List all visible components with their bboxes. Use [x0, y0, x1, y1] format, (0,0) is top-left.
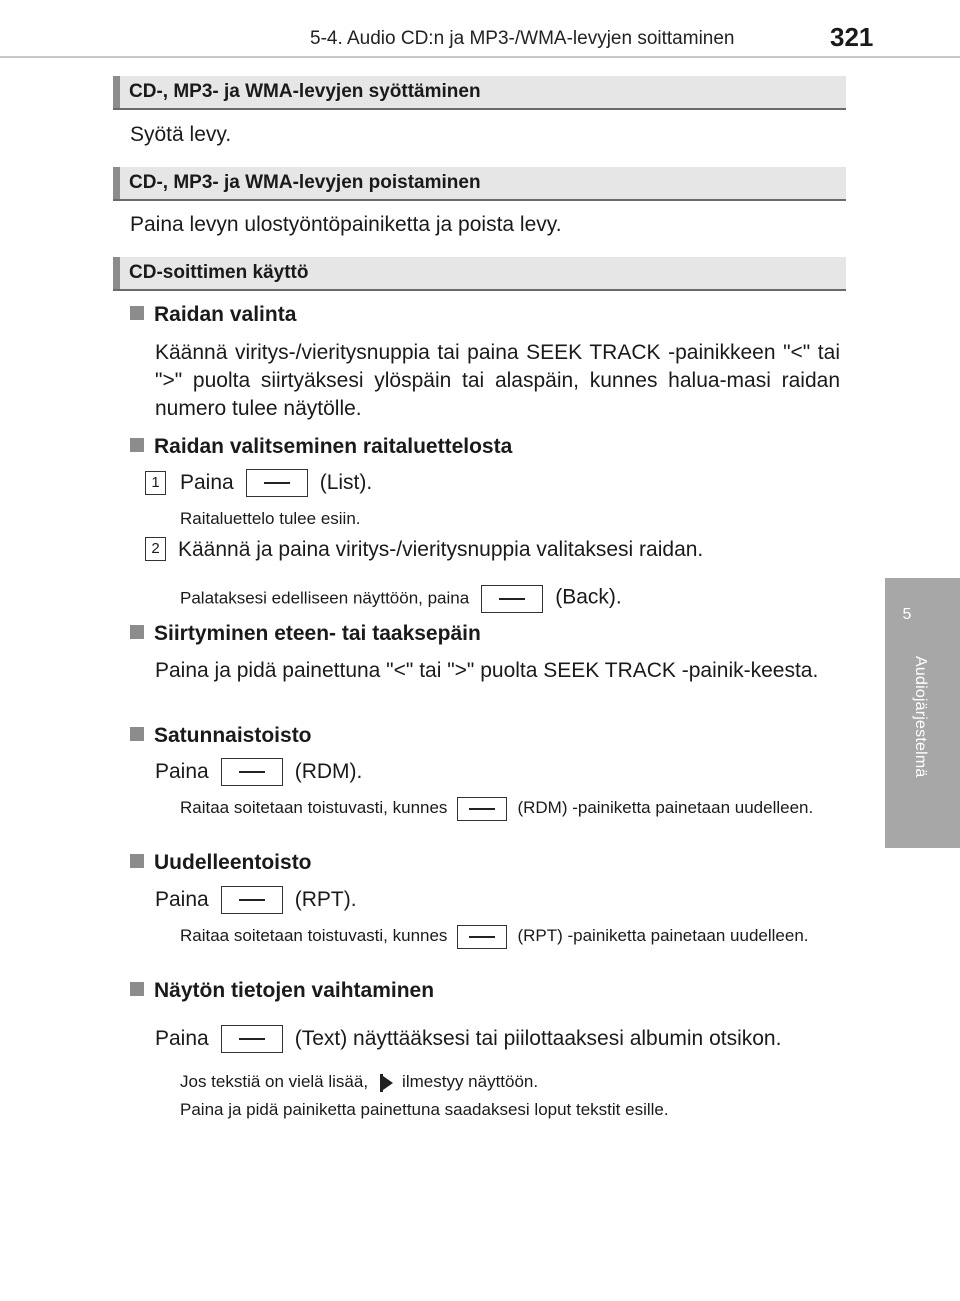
subheading-text-display: Näytön tietojen vaihtaminen — [130, 979, 434, 1003]
bullet-square-icon — [130, 625, 144, 639]
text-display-note-1: Jos tekstiä on vielä lisää, ilmestyy näyttöön. — [180, 1070, 538, 1094]
text-display-note-2: Paina ja pidä painiketta painettuna saadaksesi loput tekstit esille. — [180, 1100, 669, 1119]
section-header-insert — [113, 76, 846, 110]
rpt-inline-button[interactable] — [457, 925, 507, 949]
step1-line: Paina (List). — [180, 469, 372, 497]
seek-body: Paina ja pidä painettuna "<" tai ">" puolta SEEK TRACK -painik-keesta. — [155, 659, 819, 682]
bullet-square-icon — [130, 438, 144, 452]
step1-note: Raitaluettelo tulee esiin. — [180, 509, 361, 528]
subheading-track-list: Raidan valitseminen raitaluettelosta — [130, 435, 512, 459]
section-header-eject — [113, 167, 846, 201]
back-screen-button[interactable] — [481, 585, 543, 613]
subheading-repeat: Uudelleentoisto — [130, 851, 312, 875]
insert-instruction: Syötä levy. — [130, 123, 232, 146]
list-screen-button[interactable] — [246, 469, 308, 497]
text-display-line: Paina (Text) näyttääksesi tai piilottaaksesi albumin otsikon. — [155, 1025, 781, 1053]
repeat-line: Paina (RPT). — [155, 886, 357, 914]
subheading-track-select: Raidan valinta — [130, 303, 296, 327]
bullet-square-icon — [130, 854, 144, 868]
running-header-title: 5-4. Audio CD:n ja MP3-/WMA-levyjen soittaminen — [310, 28, 735, 49]
random-note: Raitaa soitetaan toistuvasti, kunnes (RDM) -painiketta painetaan uudelleen. — [180, 796, 840, 821]
random-line: Paina (RDM). — [155, 758, 362, 786]
page-number: 321 — [830, 22, 874, 52]
more-text-arrow-icon — [380, 1072, 394, 1094]
section-header-player — [113, 257, 846, 291]
section-heading-eject: CD-, MP3- ja WMA-levyjen poistaminen — [129, 172, 481, 193]
step-number-1: 1 — [145, 471, 166, 495]
eject-instruction: Paina levyn ulostyöntöpainiketta ja poista levy. — [130, 213, 562, 236]
section-heading-insert: CD-, MP3- ja WMA-levyjen syöttäminen — [129, 81, 481, 102]
chapter-side-tab — [885, 578, 960, 848]
bullet-square-icon — [130, 306, 144, 320]
track-select-body: Käännä viritys-/vieritysnuppia tai paina SEEK TRACK -painikkeen "<" tai ">" puolta siirtyäksesi ylöspäin tai alaspäin, kunnes halua-masi raidan numero tulee näytölle. — [155, 341, 840, 420]
subheading-seek: Siirtyminen eteen- tai taaksepäin — [130, 622, 481, 646]
rdm-inline-button[interactable] — [457, 797, 507, 821]
step2-note: Palataksesi edelliseen näyttöön, paina (Back). — [180, 585, 622, 613]
step2-line: Käännä ja paina viritys-/vieritysnuppia valitaksesi raidan. — [178, 538, 704, 561]
rdm-screen-button[interactable] — [221, 758, 283, 786]
bullet-square-icon — [130, 982, 144, 996]
text-screen-button[interactable] — [221, 1025, 283, 1053]
subheading-random: Satunnaistoisto — [130, 724, 312, 748]
step-number-2: 2 — [145, 537, 166, 561]
section-heading-player: CD-soittimen käyttö — [129, 262, 309, 283]
bullet-square-icon — [130, 727, 144, 741]
header-rule — [0, 56, 960, 58]
chapter-number: 5 — [902, 606, 912, 623]
rpt-screen-button[interactable] — [221, 886, 283, 914]
chapter-label: Audiojärjestelmä — [912, 656, 929, 778]
repeat-note: Raitaa soitetaan toistuvasti, kunnes (RPT) -painiketta painetaan uudelleen. — [180, 924, 840, 949]
